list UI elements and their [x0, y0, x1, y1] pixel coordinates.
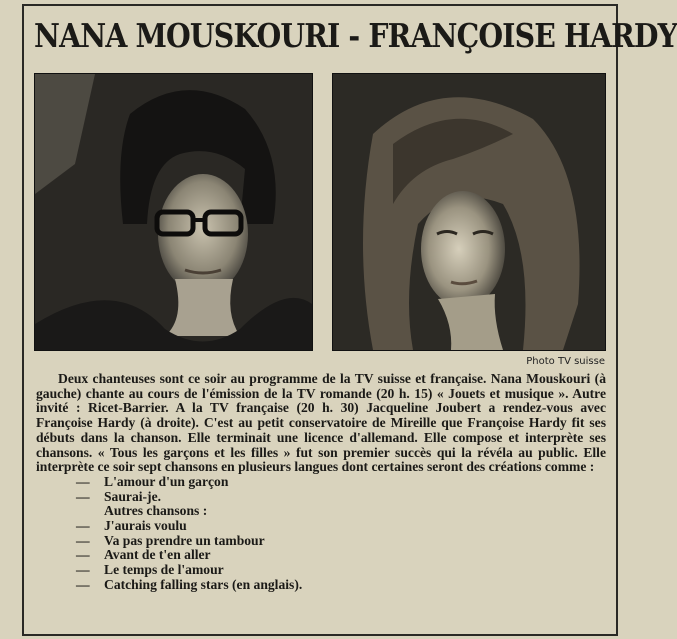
list-item: — Va pas prendre un tambour [76, 532, 265, 548]
list-item: — Avant de t'en aller [76, 547, 211, 563]
song-list [36, 475, 606, 593]
article-body [36, 372, 606, 592]
article-paragraph: Deux chanteuses sont ce soir au programme de la TV suisse et française. Nana Mouskouri (à gauche) chante au cours de l'émission de la TV romande (20 h. 15) « Jouets et musique ». Autre invité : Ricet-Barrier. A la TV française (20 h. 30) Jacqueline Joubert a rendez-vous avec Françoise Hardy (à droite). C'est au petit conservatoire de Mireille que Françoise Hardy fit ses débuts dans la chanson. Elle terminait une licence d'allemand. Elle compose et interprète ses chansons. « Tous les garçons et les filles » fut son premier succès qui la révéla au public. Elle interprète ce soir sept chansons en plusieurs langues dont certaines seront des créations comme : [36, 371, 606, 475]
list-item: — J'aurais voulu [76, 517, 187, 533]
headline: NANA MOUSKOURI - FRANÇOISE HARDY [34, 16, 677, 55]
list-item: — Saurai-je. [76, 488, 162, 504]
other-songs-label: Autres chansons : [104, 503, 208, 519]
list-item: — Le temps de l'amour [76, 562, 224, 578]
list-item: — Catching falling stars (en anglais). [76, 576, 303, 592]
photo-francoise-hardy [332, 73, 606, 351]
list-item: — L'amour d'un garçon [76, 473, 229, 489]
photo-credit: Photo TV suisse [526, 356, 605, 367]
photo-nana-mouskouri [34, 73, 313, 351]
